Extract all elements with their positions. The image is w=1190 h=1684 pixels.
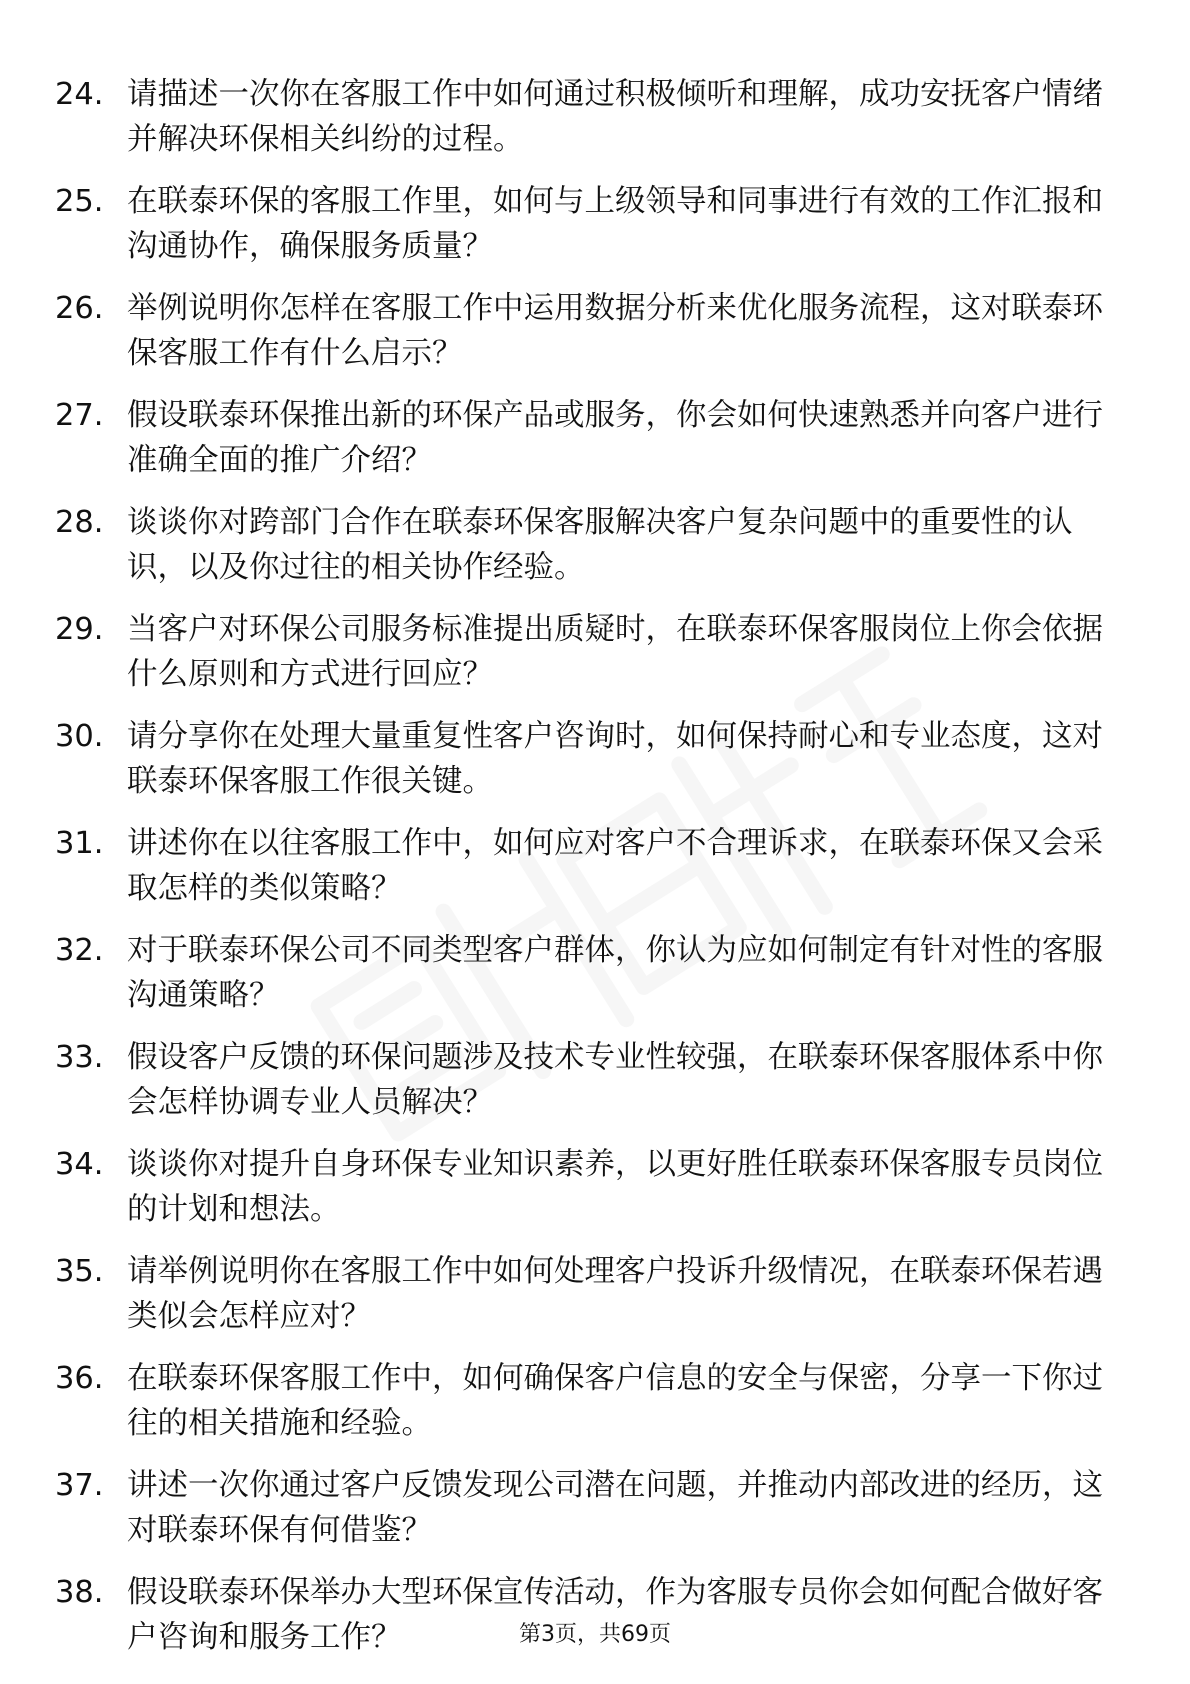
- question-text: 请举例说明你在客服工作中如何处理客户投诉升级情况，在联泰环保若遇类似会怎样应对？: [127, 1254, 1103, 1334]
- question-item: [55, 286, 1130, 393]
- question-item: [55, 714, 1130, 821]
- question-text: 假设联泰环保举办大型环保宣传活动，作为客服专员你会如何配合做好客户咨询和服务工作？: [127, 1575, 1103, 1655]
- question-item: [55, 1463, 1130, 1570]
- question-text: 假设客户反馈的环保问题涉及技术专业性较强，在联泰环保客服体系中你会怎样协调专业人员解决？: [127, 1040, 1103, 1120]
- question-text: 谈谈你对跨部门合作在联泰环保客服解决客户复杂问题中的重要性的认识，以及你过往的相关协作经验。: [127, 505, 1073, 585]
- question-text: 谈谈你对提升自身环保专业知识素养，以更好胜任联泰环保客服专员岗位的计划和想法。: [127, 1147, 1103, 1227]
- question-text: 讲述你在以往客服工作中，如何应对客户不合理诉求，在联泰环保又会采取怎样的类似策略？: [127, 826, 1103, 906]
- question-item: [55, 928, 1130, 1035]
- question-item: [55, 1356, 1130, 1463]
- question-number: 25.: [55, 184, 104, 219]
- question-item: [55, 607, 1130, 714]
- question-item: [55, 500, 1130, 607]
- question-number: 37.: [55, 1468, 104, 1503]
- question-item: [55, 1142, 1130, 1249]
- question-number: 38.: [55, 1575, 104, 1610]
- question-number: 24.: [55, 77, 104, 112]
- question-number: 29.: [55, 612, 104, 647]
- question-number: 28.: [55, 505, 104, 540]
- question-list: [55, 72, 1130, 1677]
- question-text: 在联泰环保的客服工作里，如何与上级领导和同事进行有效的工作汇报和沟通协作，确保服务质量？: [127, 184, 1103, 264]
- question-number: 26.: [55, 291, 104, 326]
- question-number: 30.: [55, 719, 104, 754]
- question-number: 27.: [55, 398, 104, 433]
- question-number: 36.: [55, 1361, 104, 1396]
- question-item: [55, 821, 1130, 928]
- question-number: 35.: [55, 1254, 104, 1289]
- question-text: 请分享你在处理大量重复性客户咨询时，如何保持耐心和专业态度，这对联泰环保客服工作很关键。: [127, 719, 1103, 799]
- question-text: 请描述一次你在客服工作中如何通过积极倾听和理解，成功安抚客户情绪并解决环保相关纠纷的过程。: [127, 77, 1103, 157]
- question-item: [55, 1249, 1130, 1356]
- question-text: 在联泰环保客服工作中，如何确保客户信息的安全与保密，分享一下你过往的相关措施和经验。: [127, 1361, 1103, 1441]
- question-number: 32.: [55, 933, 104, 968]
- question-item: [55, 72, 1130, 179]
- question-number: 31.: [55, 826, 104, 861]
- question-item: [55, 393, 1130, 500]
- page-footer: 第3页，共69页: [519, 1622, 671, 1647]
- question-text: 讲述一次你通过客户反馈发现公司潜在问题，并推动内部改进的经历，这对联泰环保有何借鉴？: [127, 1468, 1103, 1548]
- question-number: 34.: [55, 1147, 104, 1182]
- question-number: 33.: [55, 1040, 104, 1075]
- question-item: [55, 1035, 1130, 1142]
- question-text: 举例说明你怎样在客服工作中运用数据分析来优化服务流程，这对联泰环保客服工作有什么启示？: [127, 291, 1103, 371]
- question-text: 当客户对环保公司服务标准提出质疑时，在联泰环保客服岗位上你会依据什么原则和方式进行回应？: [127, 612, 1103, 692]
- question-text: 对于联泰环保公司不同类型客户群体，你认为应如何制定有针对性的客服沟通策略？: [127, 933, 1103, 1013]
- question-item: [55, 179, 1130, 286]
- question-text: 假设联泰环保推出新的环保产品或服务，你会如何快速熟悉并向客户进行准确全面的推广介绍？: [127, 398, 1103, 478]
